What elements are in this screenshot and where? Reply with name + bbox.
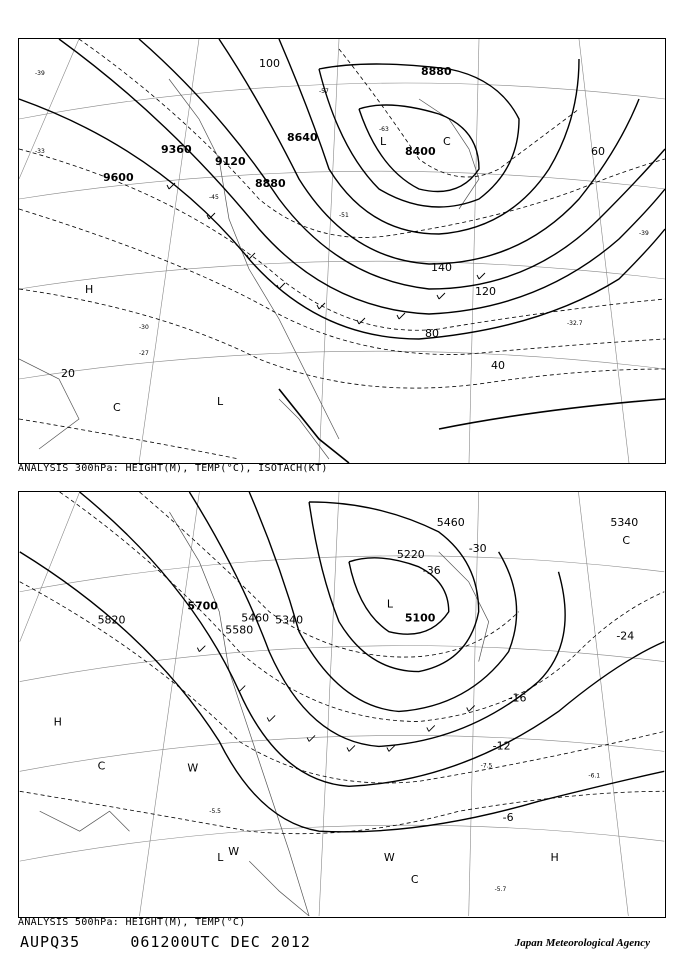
temp-label: -24 [616,629,635,643]
temp-label: -57 [319,88,329,95]
temp-label: -16 [508,691,527,705]
isotach-label: 80 [425,327,439,340]
temp-label: -33 [35,148,45,155]
height-label: 8400 [405,145,436,158]
agency-name: Japan Meteorological Agency [514,937,650,949]
height-label: 5460 [436,515,465,529]
low-pressure-symbol: L [380,135,387,148]
height-label: 5220 [396,547,425,561]
temp-label: -39 [35,70,45,77]
isotach-label: 140 [431,261,452,274]
warm-symbol: W [228,845,240,859]
height-label: 5340 [610,515,639,529]
height-label: 5580 [225,623,254,637]
temp-label: -63 [379,126,389,133]
height-label: 5100 [404,611,436,625]
map-500hpa [18,491,666,918]
height-label: 8880 [421,65,452,78]
temp-label: -36 [422,563,441,577]
height-label: 5700 [187,599,218,613]
map-300hpa-chart [19,39,665,463]
temp-label: -5.5 [209,808,221,816]
map-500hpa-chart [19,492,665,916]
coastline [40,512,489,916]
temp-label: -6.1 [588,772,601,780]
warm-symbol: W [187,761,199,775]
height-label: 9600 [103,171,134,184]
high-pressure-symbol: H [85,283,94,296]
cold-symbol: C [443,135,451,148]
cold-symbol: C [113,401,121,414]
height-label: 5340 [275,613,304,627]
high-pressure-symbol: H [550,851,559,865]
temp-label: -7.5 [480,762,493,770]
warm-symbol: W [383,851,395,865]
isotach-label: 60 [591,145,605,158]
cold-symbol: C [622,533,631,547]
low-pressure-symbol: L [217,395,224,408]
temp-label: -5.7 [494,886,507,894]
map-500hpa-caption: ANALYSIS 500hPa: HEIGHT(M), TEMP(°C) [18,917,246,928]
temp-label: -51 [339,212,349,219]
temp-label: -45 [209,194,219,201]
height-label: 5820 [97,613,126,627]
isotach-label: 20 [61,367,75,380]
isotherms [20,492,664,834]
map-300hpa-caption: ANALYSIS 300hPa: HEIGHT(M), TEMP(°C), ISOTACH(KT) [18,463,328,474]
graticule [19,39,665,463]
temp-label: -6 [502,811,514,825]
height-label: 8880 [255,177,286,190]
isotherms [19,39,665,459]
bulletin-header: AUPQ35 061200UTC DEC 2012 [20,933,311,951]
isotach-label: 40 [491,359,505,372]
low-pressure-symbol: L [386,597,394,611]
temp-label: -39 [639,230,649,237]
isotachs [279,389,665,463]
height-label: 9120 [215,155,246,168]
temp-label: -30 [468,541,487,555]
temp-label: -32.7 [567,320,583,327]
isotach-label: 120 [475,285,496,298]
temp-label: -27 [139,350,149,357]
height-label: 9360 [161,143,192,156]
coastline [19,79,479,459]
temp-label: -12 [492,739,511,753]
low-pressure-symbol: L [217,851,224,865]
isotach-label: 100 [259,57,280,70]
height-label: 8640 [287,131,318,144]
temp-label: -30 [139,324,149,331]
cold-symbol: C [97,759,106,773]
cold-symbol: C [410,873,419,887]
wind-barbs [167,183,485,324]
high-pressure-symbol: H [53,715,62,729]
map-300hpa [18,38,666,464]
height-label: 5460 [241,611,270,625]
